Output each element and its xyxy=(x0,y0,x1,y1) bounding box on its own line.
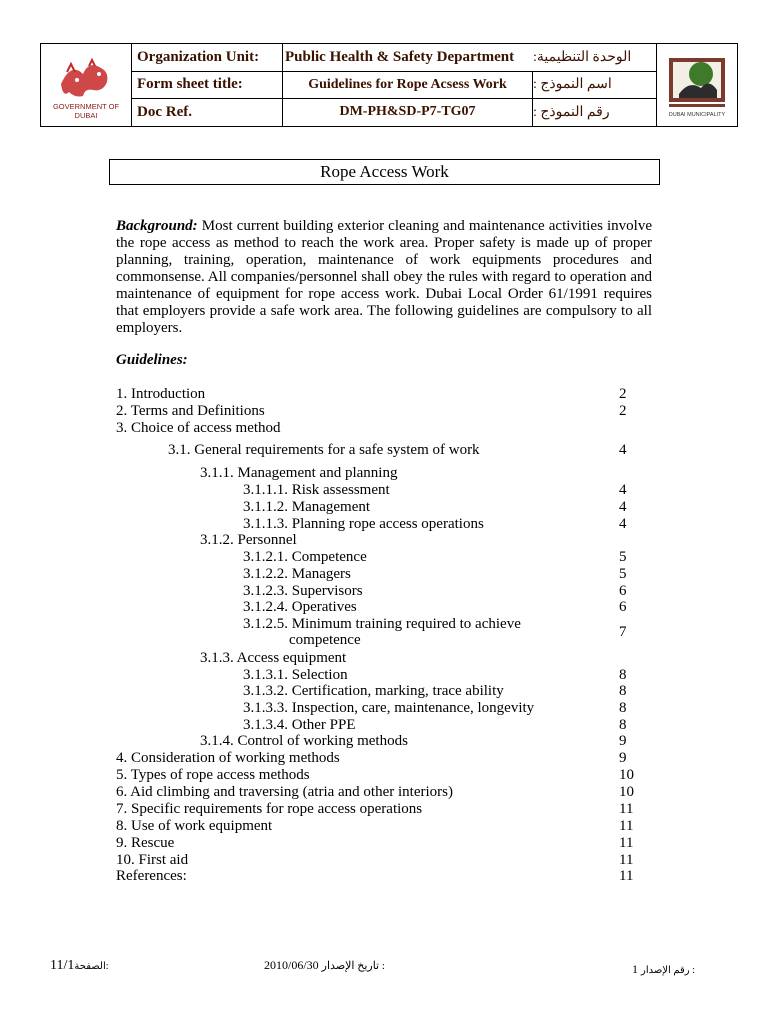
toc-page: 8 xyxy=(619,667,627,683)
footer-issue-date xyxy=(264,958,385,973)
toc-item[interactable]: 3.1.2.5. Minimum training required to achieve xyxy=(243,616,521,632)
toc-item[interactable]: 10. First aid xyxy=(116,852,189,868)
toc-item[interactable]: 3.1.2.3. Supervisors xyxy=(243,583,363,599)
toc-item[interactable]: 3.1.3.1. Selection xyxy=(243,667,348,683)
toc-item[interactable]: 3.1.3.4. Other PPE xyxy=(243,717,356,733)
toc-page: 9 xyxy=(619,750,627,766)
org-unit-arabic: الوحدة التنظيمية: xyxy=(533,50,632,65)
toc-item[interactable]: 3.1.2.2. Managers xyxy=(243,566,351,582)
page-title: Rope Access Work xyxy=(109,159,660,185)
toc-page: 4 xyxy=(619,499,627,515)
dubai-municipality-logo xyxy=(656,44,737,126)
toc-page: 10 xyxy=(619,784,634,800)
background-paragraph xyxy=(116,218,652,337)
toc-page: 2 xyxy=(619,403,627,419)
header-row-org-unit xyxy=(131,44,657,72)
toc-page: 11 xyxy=(619,801,634,817)
toc-item[interactable]: 3.1.3. Access equipment xyxy=(200,650,347,666)
toc-item[interactable]: 3.1.1.1. Risk assessment xyxy=(243,482,390,498)
form-title-label: Form sheet title: xyxy=(131,71,283,98)
toc-page: 8 xyxy=(619,700,627,716)
toc-item[interactable]: 3.1.3.3. Inspection, care, maintenance, longevity xyxy=(243,700,535,716)
toc-item[interactable]: 3. Choice of access method xyxy=(116,420,281,436)
header-row-doc-ref xyxy=(131,98,657,126)
document-header xyxy=(40,43,738,127)
toc-page: 10 xyxy=(619,767,634,783)
toc-item[interactable]: 5. Types of rope access methods xyxy=(116,767,310,783)
toc-item[interactable]: References: xyxy=(116,868,187,884)
footer-date-label: تاريخ الإصدار : xyxy=(321,960,385,972)
toc-page: 9 xyxy=(619,733,627,749)
footer-issue-label: رقم الإصدار : xyxy=(641,965,695,976)
toc-item[interactable]: 3.1.4. Control of working methods xyxy=(200,733,408,749)
right-logo-caption: DUBAI MUNICIPALITY xyxy=(668,112,726,118)
toc-item[interactable]: 2. Terms and Definitions xyxy=(116,403,265,419)
toc-page: 11 xyxy=(619,868,634,884)
toc-page: 5 xyxy=(619,566,627,582)
org-unit-value: Public Health & Safety Department xyxy=(285,49,515,65)
toc-page: 8 xyxy=(619,717,627,733)
toc-page: 11 xyxy=(619,818,634,834)
toc-page: 6 xyxy=(619,599,627,615)
toc-page: 4 xyxy=(619,442,627,458)
toc-item-continuation[interactable]: competence xyxy=(289,632,361,648)
toc-item[interactable]: 3.1.2. Personnel xyxy=(200,532,297,548)
toc-item[interactable]: 3.1.1.3. Planning rope access operations xyxy=(243,516,484,532)
toc-item[interactable]: 3.1.2.1. Competence xyxy=(243,549,367,565)
toc-page: 4 xyxy=(619,482,627,498)
doc-ref-value: DM-PH&SD-P7-TG07 xyxy=(283,98,533,126)
toc-item[interactable]: 4. Consideration of working methods xyxy=(116,750,340,766)
toc-page: 8 xyxy=(619,683,627,699)
toc-item[interactable]: 3.1.1. Management and planning xyxy=(200,465,398,481)
toc-page: 2 xyxy=(619,386,627,402)
toc-item[interactable]: 3.1.2.4. Operatives xyxy=(243,599,357,615)
footer-issue-value: 1 xyxy=(632,962,638,976)
toc-item[interactable]: 9. Rescue xyxy=(116,835,175,851)
guidelines-heading: Guidelines: xyxy=(116,352,188,368)
toc-item[interactable]: 7. Specific requirements for rope access operations xyxy=(116,801,423,817)
left-logo-caption: GOVERNMENT OF DUBAI xyxy=(52,102,120,120)
toc-item[interactable]: 3.1.3.2. Certification, marking, trace ability xyxy=(243,683,504,699)
footer-page-number xyxy=(50,958,109,974)
footer-issue-number xyxy=(632,962,695,977)
doc-ref-arabic: رقم النموذج : xyxy=(533,104,610,120)
footer-page-label: الصفحة: xyxy=(74,961,109,972)
org-unit-label: Organization Unit: xyxy=(131,44,283,71)
toc-item[interactable]: 8. Use of work equipment xyxy=(116,818,273,834)
toc-page: 5 xyxy=(619,549,627,565)
toc-item[interactable]: 1. Introduction xyxy=(116,386,206,402)
form-title-value: Guidelines for Rope Acsess Work xyxy=(283,71,533,98)
footer-date-value: 2010/06/30 xyxy=(264,958,319,972)
footer-page-value: 11/1 xyxy=(50,958,75,973)
doc-ref-label: Doc Ref. xyxy=(131,98,283,126)
toc-item[interactable]: 6. Aid climbing and traversing (atria and other interiors) xyxy=(116,784,453,800)
toc-page: 4 xyxy=(619,516,627,532)
form-title-arabic: اسم النموذج : xyxy=(533,77,612,92)
header-row-form-title xyxy=(131,71,657,99)
toc-item[interactable]: 3.1. General requirements for a safe system of work xyxy=(168,442,480,458)
toc-item[interactable]: 3.1.1.2. Management xyxy=(243,499,371,515)
toc-page: 11 xyxy=(619,835,634,851)
background-text: Most current building exterior cleaning and maintenance activities involve the rope access as method to reach the work area. Proper safety is made up of proper planning, training, operation, maintenance of work equipments procedures and commonsense. All companies/personnel shall obey the rules with regard to operation and maintenance of equipment for rope access work. Dubai Local Order 61/1991 requires that employers provide a safe work area. The following guidelines are compulsory to all employers. xyxy=(116,218,653,336)
toc-page: 6 xyxy=(619,583,627,599)
toc-page: 11 xyxy=(619,852,634,868)
background-label: Background: xyxy=(116,218,198,234)
government-of-dubai-logo xyxy=(41,44,132,126)
toc-page: 7 xyxy=(619,624,627,640)
